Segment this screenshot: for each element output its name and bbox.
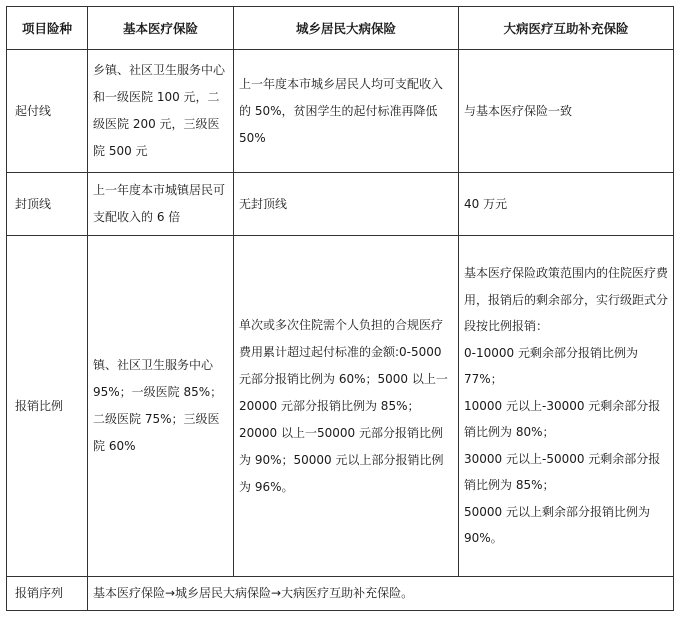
ratio-tier: 50000 元以上剩余部分报销比例为 90%。 [464,504,650,546]
table-row-cap [7,173,674,236]
deductible-basic: 乡镇、社区卫生服务中心和一级医院 100 元，二级医院 200 元，三级医院 500 元 [88,50,234,173]
ratio-tier: 10000 元以上-30000 元剩余部分报销比例为 80%； [464,398,661,440]
header-supplementary-insurance: 大病医疗互助补充保险 [459,7,674,50]
sequence-text: 基本医疗保险→城乡居民大病保险→大病医疗互助补充保险。 [88,577,674,611]
deductible-supplementary: 与基本医疗保险一致 [459,50,674,173]
table-row-sequence [7,577,674,611]
insurance-comparison-table [6,6,674,611]
cap-urban-rural: 无封顶线 [234,173,459,236]
cap-basic: 上一年度本市城镇居民可支配收入的 6 倍 [88,173,234,236]
ratio-supplementary-intro: 基本医疗保险政策范围内的住院医疗费用，报销后的剩余部分，实行级距式分段按比例报销： [464,266,669,334]
row-label-sequence: 报销序列 [7,577,88,611]
deductible-urban-rural: 上一年度本市城乡居民人均可支配收入的 50%，贫困学生的起付标准再降低 50% [234,50,459,173]
ratio-supplementary [459,236,674,577]
ratio-tier: 30000 元以上-50000 元剩余部分报销比例为 85%； [464,451,661,493]
table-row-ratio [7,236,674,577]
header-category: 项目险种 [7,7,88,50]
ratio-tier: 0-10000 元剩余部分报销比例为 77%； [464,345,638,387]
ratio-urban-rural: 单次或多次住院需个人负担的合规医疗费用累计超过起付标准的金额:0-5000 元部分报销比例为 60%；5000 以上一20000 元部分报销比例为 85%；20000 以上一50000 元部分报销比例为 90%；50000 元以上部分报销比例为 96%。 [234,236,459,577]
header-urban-rural-insurance: 城乡居民大病保险 [234,7,459,50]
row-label-cap: 封顶线 [7,173,88,236]
row-label-ratio: 报销比例 [7,236,88,577]
table-row-deductible [7,50,674,173]
header-row [7,7,674,50]
header-basic-insurance: 基本医疗保险 [88,7,234,50]
ratio-basic: 镇、社区卫生服务中心 95%；一级医院 85%；二级医院 75%；三级医院 60% [88,236,234,577]
row-label-deductible: 起付线 [7,50,88,173]
cap-supplementary: 40 万元 [459,173,674,236]
